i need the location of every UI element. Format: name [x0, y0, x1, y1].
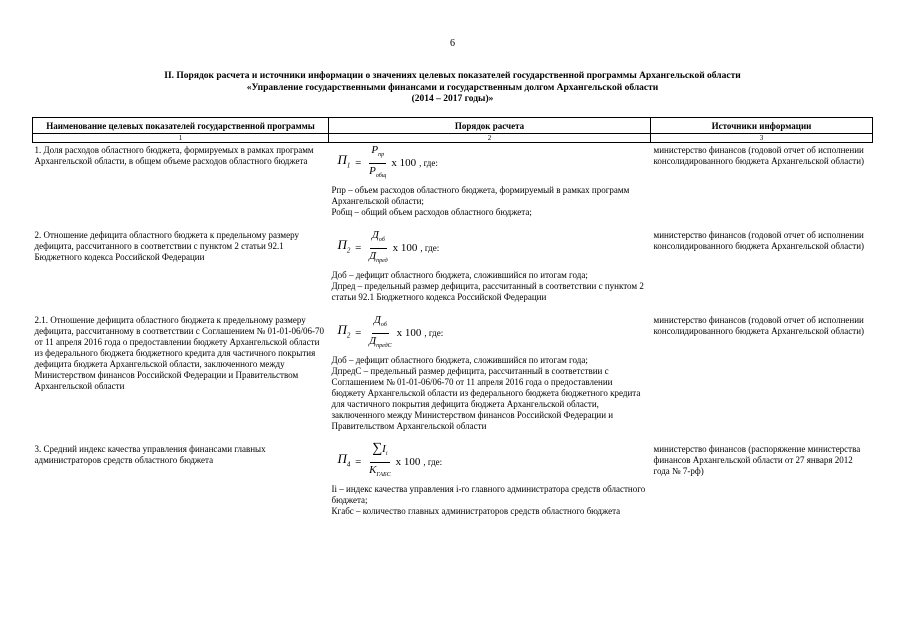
formula-where: , где:: [423, 456, 443, 467]
calculation-cell: [329, 228, 651, 303]
description-line: Доб – дефицит областного бюджета, сложившийся по итогам года;: [331, 355, 588, 365]
header-indicator-name: Наименование целевых показателей государственной программы: [33, 118, 329, 134]
formula-fraction: $\frac{\sum I_i}{К_{ГАБС}}$: [369, 441, 391, 478]
formula-description: [332, 484, 648, 517]
heading-line-3: (2014 – 2017 годы)»: [411, 94, 494, 104]
sum-symbol: ∑: [372, 441, 383, 457]
formula-description: [332, 270, 648, 303]
column-number: 1: [33, 134, 329, 143]
information-source: министерство финансов (годовой отчет об исполнении консолидированного бюджета Архангельской области): [653, 145, 865, 166]
heading-line-2: «Управление государственными финансами и государственным долгом Архангельской области: [246, 82, 659, 93]
formula-lhs: $П_2$: [337, 322, 351, 340]
calculation-cell: [329, 313, 651, 432]
indicators-table: [32, 117, 873, 517]
column-number: 2: [329, 134, 651, 143]
page-number: 6: [450, 38, 455, 49]
formula-lhs: $П_1$: [337, 152, 351, 170]
description-line: Дпред – предельный размер дефицита, рассчитанный в соответствии с пунктом 2 статьи 92.1 Бюджетного кодекса Российской Федерации: [331, 281, 644, 302]
indicator-name: 1. Доля расходов областного бюджета, формируемых в рамках программ Архангельской области, в общем объеме расходов областного бюджета: [34, 145, 314, 166]
indicator-name: 2.1. Отношение дефицита областного бюджета к предельному размеру дефицита, рассчитанному в соответствии с Соглашением № 01-01-06/06-70 от 11 апреля 2016 года о предоставлении бюджету Архангельской области из федерального бюджета бюджетного кредита для частичного покрытия дефицита бюджета Архангельской области, заключенного между Министерством финансов Российской Федерации и Правительством Архангельской области: [34, 315, 324, 391]
information-source: министерство финансов (годовой отчет об исполнении консолидированного бюджета Архангельской области): [653, 230, 865, 251]
formula-multiplier: х 100: [391, 156, 417, 169]
header-sources: Источники информации: [651, 118, 873, 134]
formula-where: , где:: [420, 242, 440, 253]
formula-where: , где:: [424, 327, 444, 338]
formula-fraction: $\frac{Р_{пр}}{Р_{общ}}$: [369, 144, 387, 179]
formula: $П_2$ = $\frac{Д_{об}}{Д_{пред}}$ х 100 , где:: [338, 228, 648, 268]
formula-lhs: $П_4$: [337, 451, 351, 469]
formula: $П_4$ = $\frac{\sum I_i}{К_{ГАБС}}$ х 100 , где:: [338, 442, 648, 482]
heading-line-1: II. Порядок расчета и источники информации о значениях целевых показателей государственной программы Архангельской области: [164, 71, 741, 81]
indicator-name: 3. Средний индекс качества управления финансами главных администраторов средств областного бюджета: [34, 444, 266, 465]
description-line: Доб – дефицит областного бюджета, сложившийся по итогам года;: [331, 270, 588, 280]
formula-multiplier: х 100: [395, 455, 421, 468]
information-source: министерство финансов (распоряжение министерства финансов Архангельской области от 27 января 2012 года № 7-рф): [653, 444, 861, 476]
table-header-row: [33, 118, 873, 134]
table-row: [33, 313, 873, 432]
table-row: [33, 228, 873, 303]
description-line: ДпредС – предельный размер дефицита, рассчитанный в соответствии с Соглашением № 01-01-06/06-70 от 11 апреля 2016 года о предоставлении бюджету Архангельской области из федерального бюджета бюджетного кредита для частичного покрытия дефицита бюджета Архангельской области, заключенного между Министерством финансов Российской Федерации и Правительством Архангельской области: [331, 366, 641, 431]
calculation-cell: [329, 442, 651, 517]
section-heading: [60, 71, 845, 106]
formula-multiplier: х 100: [396, 326, 422, 339]
formula: $П_2$ = $\frac{Д_{об}}{Д_{предС}}$ х 100 , где:: [338, 313, 648, 353]
calculation-cell: [329, 143, 651, 219]
formula-description: [332, 185, 648, 218]
formula-where: , где:: [419, 157, 438, 168]
formula-fraction: $\frac{Д_{об}}{Д_{пред}}$: [369, 229, 388, 264]
formula-fraction: $\frac{Д_{об}}{Д_{предС}}$: [369, 314, 392, 349]
formula-multiplier: х 100: [392, 241, 418, 254]
table-row: [33, 143, 873, 219]
column-number-row: [33, 134, 873, 143]
indicator-name: 2. Отношение дефицита областного бюджета к предельному размеру дефицита, рассчитанного в соответствии с пунктом 2 статьи 92.1 Бюджетного кодекса Российской Федерации: [34, 230, 299, 262]
header-calculation: Порядок расчета: [329, 118, 651, 134]
description-line: Рпр – объем расходов областного бюджета, формируемый в рамках программ Архангельской области;: [331, 185, 630, 206]
description-line: Ii – индекс качества управления i-го главного администратора средств областного бюджета;: [331, 484, 646, 505]
column-number: 3: [651, 134, 873, 143]
formula: $П_1$ = $\frac{Р_{пр}}{Р_{общ}}$ х 100 , где:: [338, 143, 648, 183]
description-line: Кгабс – количество главных администраторов средств областного бюджета: [331, 506, 621, 516]
formula-description: [332, 355, 648, 432]
description-line: Робщ – общий объем расходов областного бюджета;: [331, 207, 532, 217]
table-row: [33, 442, 873, 517]
information-source: министерство финансов (годовой отчет об исполнении консолидированного бюджета Архангельской области): [653, 315, 865, 336]
formula-lhs: $П_2$: [337, 237, 351, 255]
